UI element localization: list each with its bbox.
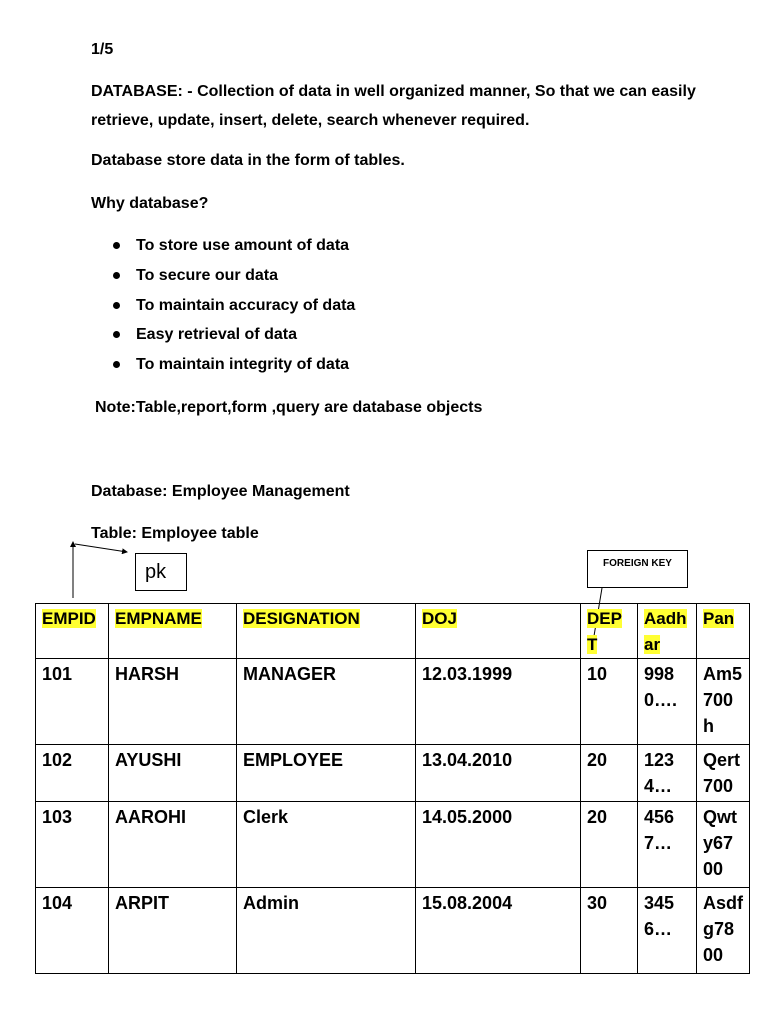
- bullet-icon: [113, 361, 120, 368]
- cell-empid: 103: [36, 802, 109, 888]
- bullet-icon: [113, 331, 120, 338]
- cell-empname: HARSH: [109, 659, 237, 745]
- cell-empname: ARPIT: [109, 888, 237, 974]
- cell-pan: Am5700h: [697, 659, 750, 745]
- table-row: [36, 659, 750, 745]
- cell-pan: Qert700: [697, 745, 750, 802]
- table-row: [36, 888, 750, 974]
- list-item: To maintain integrity of data: [91, 351, 355, 381]
- cell-aadhar: 3456…: [638, 888, 697, 974]
- note-line: Note:Table,report,form ,query are database objects: [95, 399, 483, 416]
- header-doj: DOJ: [416, 604, 581, 659]
- table-row: [36, 745, 750, 802]
- cell-doj: 13.04.2010: [416, 745, 581, 802]
- cell-doj: 12.03.1999: [416, 659, 581, 745]
- cell-aadhar: 1234…: [638, 745, 697, 802]
- table-label: Table: Employee table: [91, 525, 259, 542]
- header-designation: DESIGNATION: [237, 604, 416, 659]
- page-number: 1/5: [91, 41, 114, 58]
- table-header-row: [36, 604, 750, 659]
- cell-dept: 20: [581, 745, 638, 802]
- cell-empname: AAROHI: [109, 802, 237, 888]
- header-aadhar: Aadhar: [638, 604, 697, 659]
- cell-designation: EMPLOYEE: [237, 745, 416, 802]
- cell-designation: Admin: [237, 888, 416, 974]
- storage-line: Database store data in the form of tables.: [91, 152, 405, 169]
- cell-dept: 10: [581, 659, 638, 745]
- cell-dept: 20: [581, 802, 638, 888]
- database-definition: DATABASE: - Collection of data in well organized manner, So that we can easily retrieve, update, insert, delete, search whenever required.: [91, 83, 696, 129]
- reasons-list: [91, 232, 355, 381]
- header-pan: Pan: [697, 604, 750, 659]
- bullet-icon: [113, 302, 120, 309]
- list-item: To maintain accuracy of data: [91, 292, 355, 322]
- cell-designation: MANAGER: [237, 659, 416, 745]
- cell-empname: AYUSHI: [109, 745, 237, 802]
- cell-empid: 104: [36, 888, 109, 974]
- database-label: Database: Employee Management: [91, 483, 350, 500]
- cell-empid: 101: [36, 659, 109, 745]
- cell-designation: Clerk: [237, 802, 416, 888]
- list-item: Easy retrieval of data: [91, 321, 355, 351]
- table-row: [36, 802, 750, 888]
- header-empname: EMPNAME: [109, 604, 237, 659]
- cell-aadhar: 4567…: [638, 802, 697, 888]
- foreign-key-callout: FOREIGN KEY: [587, 550, 688, 588]
- cell-aadhar: 9980….: [638, 659, 697, 745]
- cell-doj: 15.08.2004: [416, 888, 581, 974]
- cell-pan: Asdfg7800: [697, 888, 750, 974]
- cell-dept: 30: [581, 888, 638, 974]
- bullet-icon: [113, 242, 120, 249]
- cell-doj: 14.05.2000: [416, 802, 581, 888]
- list-item: To store use amount of data: [91, 232, 355, 262]
- why-heading: Why database?: [91, 195, 209, 212]
- employee-table: [35, 603, 750, 974]
- header-dept: DEPT: [581, 604, 638, 659]
- cell-empid: 102: [36, 745, 109, 802]
- cell-pan: Qwty6700: [697, 802, 750, 888]
- pk-callout: pk: [135, 553, 187, 591]
- bullet-icon: [113, 272, 120, 279]
- list-item: To secure our data: [91, 262, 355, 292]
- header-empid: EMPID: [36, 604, 109, 659]
